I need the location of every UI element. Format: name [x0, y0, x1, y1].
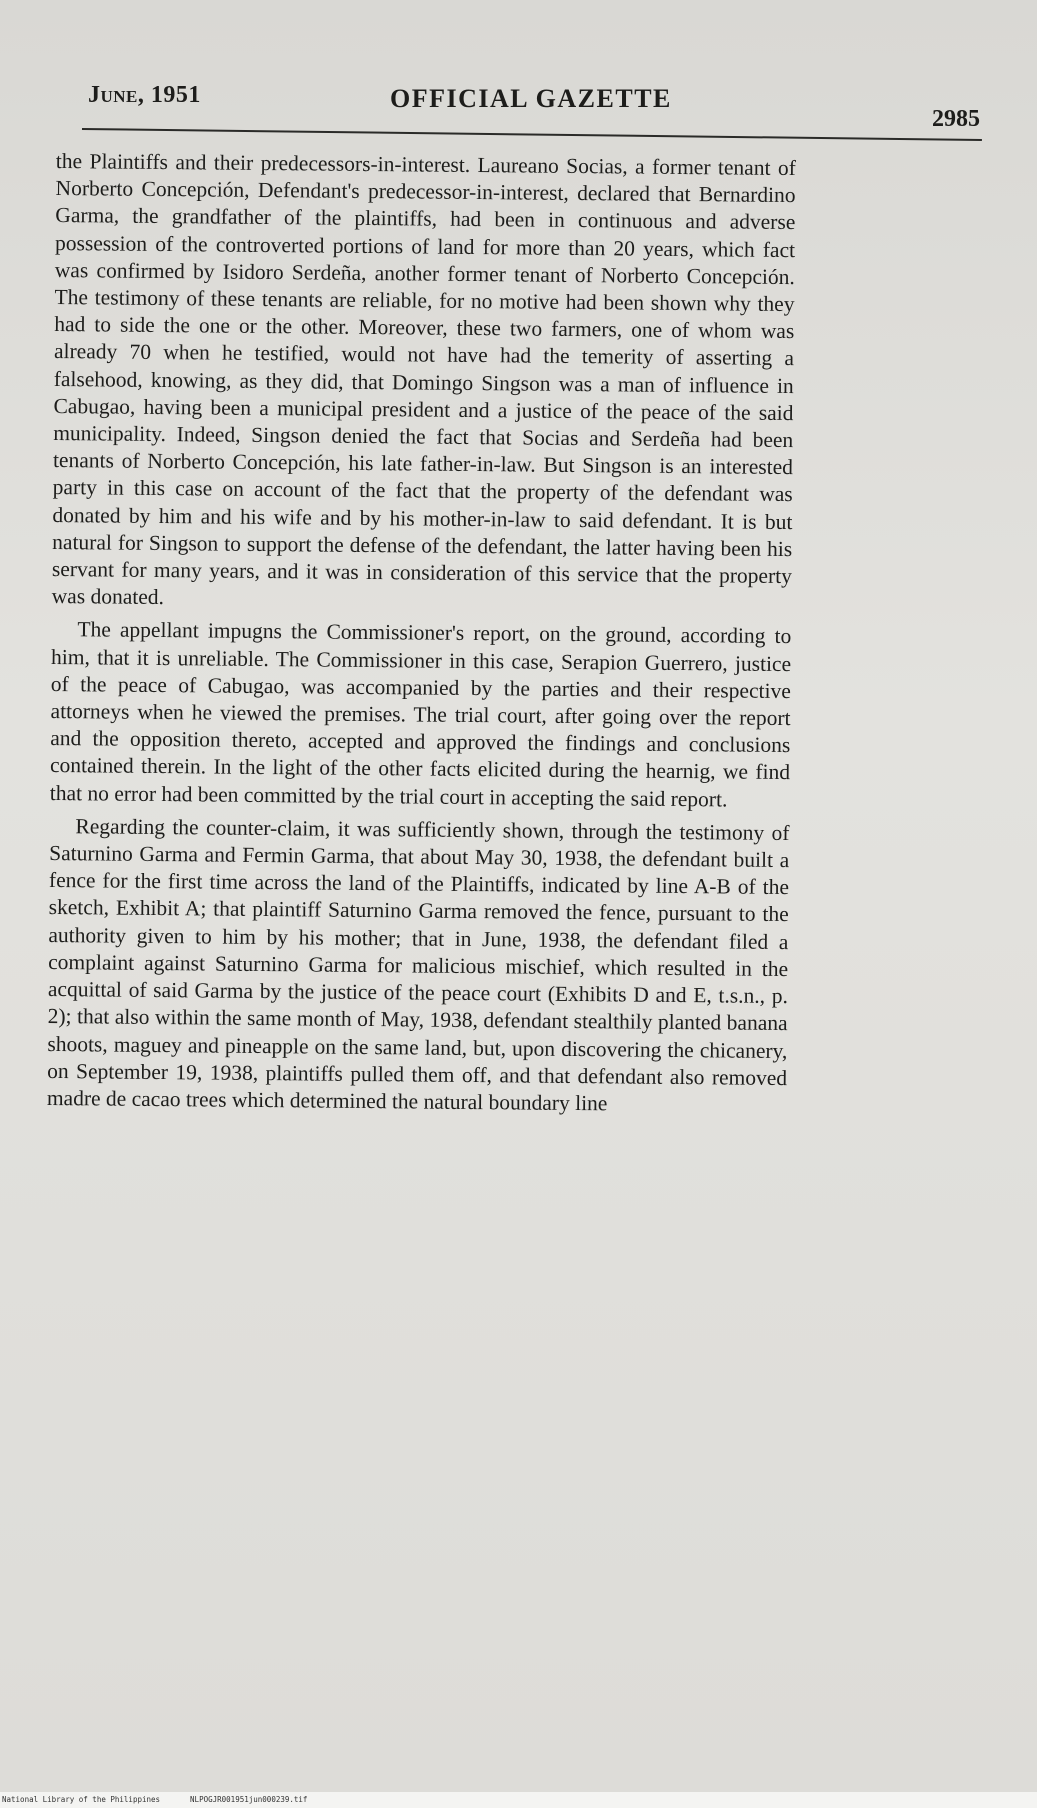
footer-library: National Library of the Philippines: [2, 1795, 161, 1804]
paragraph-3: Regarding the counter-claim, it was sufficiently shown, through the testimony of Saturnino Garma and Fermin Garma, that about May 30, 1938, the defendant built a fence for the first time across the land of the Plaintiffs, indicated by line A-B of the sketch, Exhibit A; that plaintiff Saturnino Garma removed the fence, pursuant to the authority given to him by his mother; that in June, 1938, the defendant filed a complaint against Saturnino Garma for malicious mischief, which resulted in the acquittal of said Garma by the justice of the peace court (Exhibits D and E, t.s.n., p. 2); that also within the same month of May, 1938, defendant stealthily planted banana shoots, maguey and pineapple on the same land, but, upon discovering the chicanery, on September 19, 1938, plaintiffs pulled them off, and that defendant also removed madre de cacao trees which determined the natural boundary line: [46, 814, 790, 1116]
publication-title: OFFICIAL GAZETTE: [390, 84, 672, 113]
issue-date: June, 1951: [88, 82, 201, 108]
paragraph-1: the Plaintiffs and their predecessors-in-interest. Laureano Socias, a former tenant of Norberto Concepción, Defendant's predecessor-in-interest, declared that Bernardino Garma, the grandfather of the plaintiffs, had been in continuous and adverse possession of the controverted portions of land for more than 20 years, which fact was confirmed by Isidoro Serdeña, another former tenant of Norberto Concepción. The testimony of these tenants are reliable, for no motive had been shown why they had to side the one or the other. Moreover, these two farmers, one of whom was already 70 when he testified, would not have had the temerity of asserting a falsehood, knowing, as they did, that Domingo Singson was a man of influence in Cabugao, having been a municipal president and a justice of the peace of the said municipality. Indeed, Singson denied the fact that Socias and Serdeña had been tenants of Norberto Concepción, his late father-in-law. But Singson is an interested party in this case on account of the fact that the property of the defendant was donated by him and his wife and by his mother-in-law to said defendant. It is but natural for Singson to support the defense of the defendant, the latter having been his servant for many years, and it was in consideration of this service that the property was donated.: [51, 148, 796, 610]
footer-file-id: NLPOGJR001951jun000239.tif: [190, 1795, 308, 1804]
body-text: [47, 148, 796, 1125]
page-number: 2985: [932, 106, 980, 132]
paragraph-2: The appellant impugns the Commissioner's report, on the ground, according to him, that it is unreliable. The Commissioner in this case, Serapion Guerrero, justice of the peace of Cabugao, was accompanied by the parties and their respective attorneys when he viewed the premises. The trial court, after going over the report and the opposition thereto, accepted and approved the findings and conclusions contained therein. In the light of the other facts elicited during the hearnig, we find that no error had been committed by the trial court in accepting the said report.: [49, 617, 792, 812]
scan-footer: [0, 1792, 1037, 1808]
page-header: [80, 72, 980, 132]
header-rule: [82, 128, 982, 141]
